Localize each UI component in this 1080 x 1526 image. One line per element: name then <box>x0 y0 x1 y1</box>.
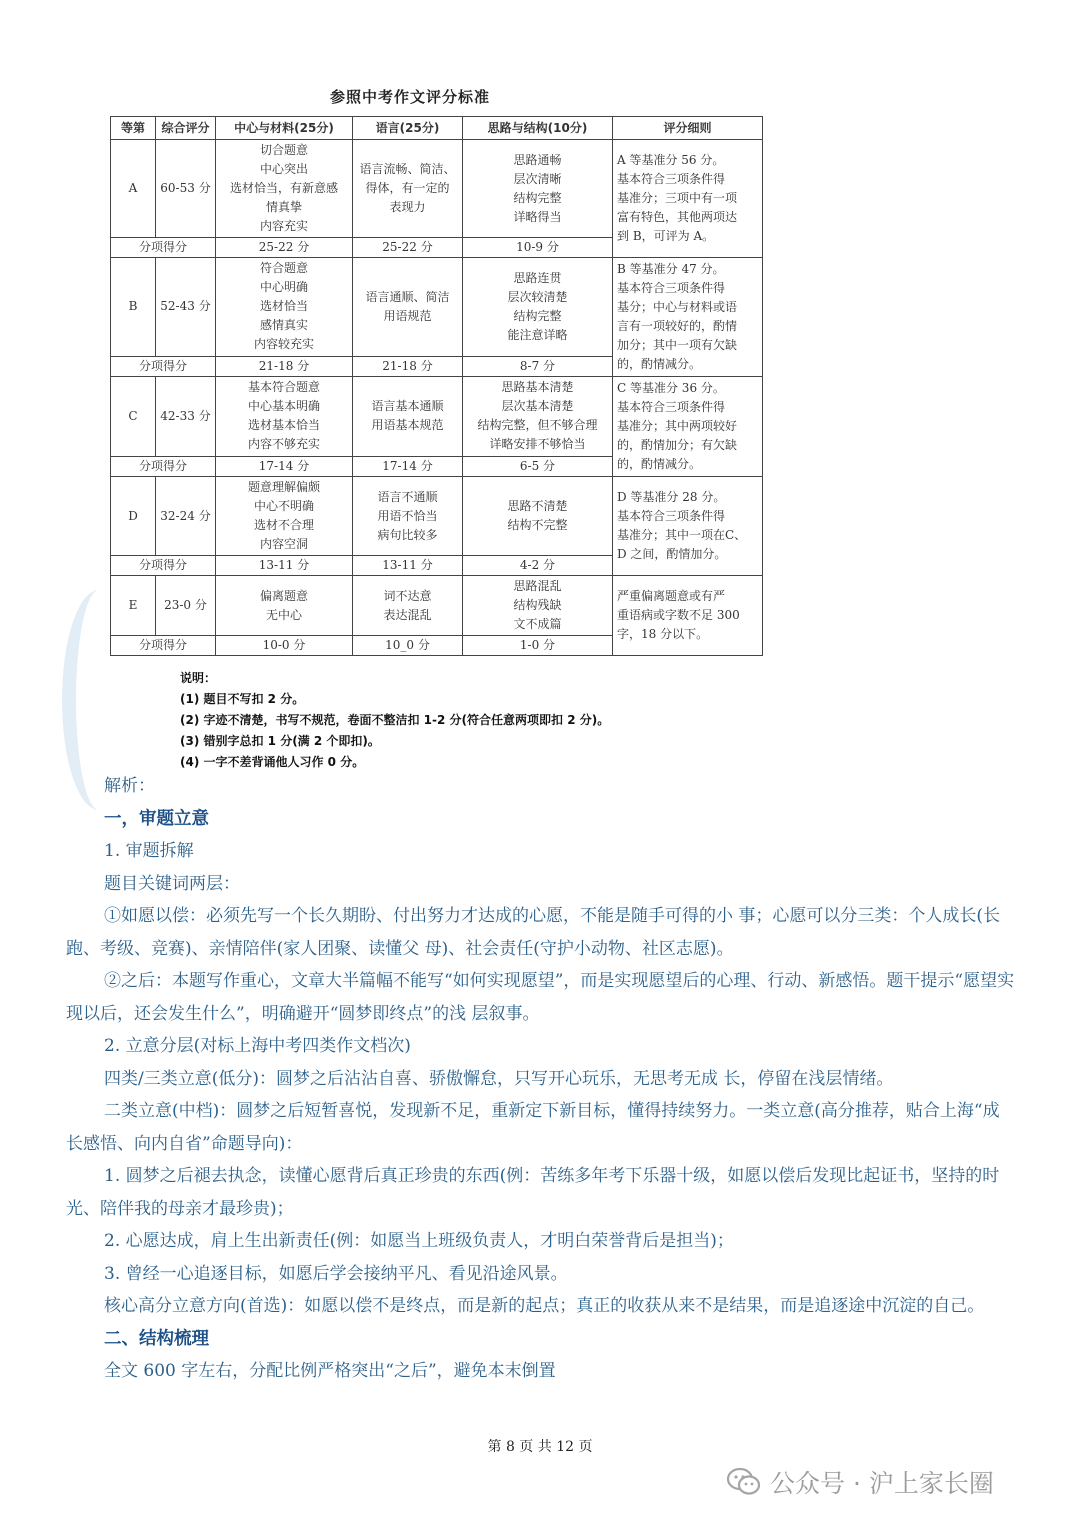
note-item: (3) 错别字总扣 1 分(满 2 个即扣)。 <box>180 734 380 748</box>
subscore-cell: 25-22 分 <box>353 238 463 258</box>
paragraph: 核心高分立意方向(首选)：如愿以偿不是终点，而是新的起点；真正的收获从来不是结果，而是追逐途中沉淀的自己。 <box>104 1296 985 1316</box>
header-cell: 综合评分 <box>156 117 216 140</box>
grade-row <box>111 477 763 556</box>
note-item: (2) 字迹不清楚，书写不规范，卷面不整洁扣 1-2 分(符合任意两项即扣 2 分)。 <box>180 713 610 727</box>
detail-cell: D 等基准分 28 分。 基本符合三项条件得 基准分；其中一项在C、 D 之间，酌情加分。 <box>613 477 763 576</box>
center-cell: 切合题意 中心突出 选材恰当，有新意感 情真挚 内容充实 <box>216 140 353 238</box>
header-cell: 等第 <box>111 117 156 140</box>
subscore-cell: 13-11 分 <box>353 556 463 576</box>
subscore-cell: 25-22 分 <box>216 238 353 258</box>
structure-cell: 思路通畅 层次清晰 结构完整 详略得当 <box>463 140 613 238</box>
paragraph: ①如愿以偿：必须先写一个长久期盼、付出努力才达成的心愿，不能是随手可得的小 事；心愿可以分三类：个人成长(长跑、考级、竞赛)、亲情陪伴(家人团聚、读懂父 母)、社会责任(守护小动物、社区志愿)。 <box>66 906 1001 959</box>
grade-cell: B <box>111 258 156 357</box>
paragraph: 题目关键词两层： <box>104 873 240 894</box>
grade-cell: D <box>111 477 156 556</box>
subsection-heading: 1. 审题拆解 <box>104 841 194 861</box>
structure-cell: 思路混乱 结构残缺 文不成篇 <box>463 576 613 636</box>
grade-cell: C <box>111 377 156 457</box>
structure-cell: 思路不清楚 结构不完整 <box>463 477 613 556</box>
watermark <box>726 1460 994 1504</box>
subscore-cell: 17-14 分 <box>353 456 463 476</box>
paragraph: 3. 曾经一心追逐目标，如愿后学会接纳平凡、看见沿途风景。 <box>104 1263 568 1284</box>
subscore-label: 分项得分 <box>111 556 216 576</box>
subscore-cell: 10-9 分 <box>463 238 613 258</box>
center-cell: 基本符合题意 中心基本明确 选材基本恰当 内容不够充实 <box>216 377 353 457</box>
subscore-label: 分项得分 <box>111 238 216 258</box>
center-cell: 偏离题意 无中心 <box>216 576 353 636</box>
detail-cell: C 等基准分 36 分。 基本符合三项条件得 基准分；其中两项较好 的，酌情加分；有欠缺 的，酌情减分。 <box>613 377 763 477</box>
grade-row <box>111 377 763 457</box>
section-heading-1: 一，审题立意 <box>104 808 209 829</box>
header-cell: 中心与材料(25分) <box>216 117 353 140</box>
paragraph: 1. 圆梦之后褪去执念，读懂心愿背后真正珍贵的东西(例：苦练多年考下乐器十级，如愿以偿后发现比起证书，坚持的时光、陪伴我的母亲才最珍贵)； <box>66 1166 1000 1219</box>
language-cell: 语言基本通顺 用语基本规范 <box>353 377 463 457</box>
rubric-notes <box>180 668 609 773</box>
subsection-heading: 2. 立意分层(对标上海中考四类作文档次) <box>104 1036 411 1056</box>
note-item: (4) 一字不差背诵他人习作 0 分。 <box>180 755 365 769</box>
subscore-cell: 21-18 分 <box>216 356 353 376</box>
subscore-cell: 21-18 分 <box>353 356 463 376</box>
grade-row <box>111 140 763 238</box>
paragraph: 全文 600 字左右，分配比例严格突出“之后”，避免本末倒置 <box>104 1361 556 1381</box>
grade-row <box>111 576 763 636</box>
subscore-label: 分项得分 <box>111 456 216 476</box>
subscore-cell: 10-0 分 <box>216 636 353 656</box>
subscore-cell: 17-14 分 <box>216 456 353 476</box>
paragraph: 2. 心愿达成，肩上生出新责任(例：如愿当上班级负责人，才明白荣誉背后是担当)； <box>104 1231 734 1251</box>
analysis-label: 解析： <box>104 776 155 796</box>
detail-cell: 严重偏离题意或有严 重语病或字数不足 300 字，18 分以下。 <box>613 576 763 656</box>
subscore-cell: 1-0 分 <box>463 636 613 656</box>
grade-cell: A <box>111 140 156 238</box>
grade-cell: E <box>111 576 156 636</box>
subscore-label: 分项得分 <box>111 636 216 656</box>
analysis-content <box>66 770 1016 1388</box>
page-footer: 第 8 页 共 12 页 <box>487 1439 593 1455</box>
rubric-header-row <box>111 117 763 140</box>
notes-title: 说明： <box>180 671 217 685</box>
paragraph: 二类立意(中档)：圆梦之后短暂喜悦，发现新不足，重新定下新目标，懂得持续努力。一类立意(高分推荐，贴合上海“成长感悟、向内自省”命题导向)： <box>66 1101 1000 1154</box>
header-cell: 语言(25分) <box>353 117 463 140</box>
rubric-title: 参照中考作文评分标准 <box>329 88 490 106</box>
score-cell: 32-24 分 <box>156 477 216 556</box>
subscore-cell: 8-7 分 <box>463 356 613 376</box>
note-item: (1) 题目不写扣 2 分。 <box>180 692 305 706</box>
detail-cell: B 等基准分 47 分。 基本符合三项条件得 基分；中心与材料或语 言有一项较好的，酌情 加分；其中一项有欠缺 的，酌情减分。 <box>613 258 763 377</box>
subscore-cell: 6-5 分 <box>463 456 613 476</box>
language-cell: 语言通顺、简洁 用语规范 <box>353 258 463 357</box>
section-heading-2: 二、结构梳理 <box>104 1328 209 1349</box>
structure-cell: 思路连贯 层次较清楚 结构完整 能注意详略 <box>463 258 613 357</box>
watermark-text: 公众号 · 沪上家长圈 <box>770 1469 994 1498</box>
rubric-image <box>100 72 747 772</box>
center-cell: 符合题意 中心明确 选材恰当 感情真实 内容较充实 <box>216 258 353 357</box>
subscore-cell: 13-11 分 <box>216 556 353 576</box>
subscore-cell: 4-2 分 <box>463 556 613 576</box>
wechat-icon <box>726 1466 762 1498</box>
header-cell: 思路与结构(10分) <box>463 117 613 140</box>
center-cell: 题意理解偏颇 中心不明确 选材不合理 内容空洞 <box>216 477 353 556</box>
rubric-table <box>110 116 763 656</box>
language-cell: 语言不通顺 用语不恰当 病句比较多 <box>353 477 463 556</box>
subscore-cell: 10_0 分 <box>353 636 463 656</box>
subscore-label: 分项得分 <box>111 356 216 376</box>
score-cell: 52-43 分 <box>156 258 216 357</box>
detail-cell: A 等基准分 56 分。 基本符合三项条件得 基准分；三项中有一项 富有特色，其他两项达 到 B，可评为 A。 <box>613 140 763 258</box>
score-cell: 60-53 分 <box>156 140 216 238</box>
header-cell: 评分细则 <box>613 117 763 140</box>
language-cell: 词不达意 表达混乱 <box>353 576 463 636</box>
paragraph: 四类/三类立意(低分)：圆梦之后沾沾自喜、骄傲懈怠，只写开心玩乐，无思考无成 长，停留在浅层情绪。 <box>104 1068 894 1089</box>
language-cell: 语言流畅、简洁、 得体，有一定的 表现力 <box>353 140 463 238</box>
paragraph: ②之后：本题写作重心，文章大半篇幅不能写“如何实现愿望”，而是实现愿望后的心理、行动、新感悟。题干提示“愿望实现以后，还会发生什么”，明确避开“圆梦即终点”的浅 层叙事。 <box>66 971 1015 1024</box>
grade-row <box>111 258 763 357</box>
score-cell: 42-33 分 <box>156 377 216 457</box>
score-cell: 23-0 分 <box>156 576 216 636</box>
structure-cell: 思路基本清楚 层次基本清楚 结构完整，但不够合理 详略安排不够恰当 <box>463 377 613 457</box>
